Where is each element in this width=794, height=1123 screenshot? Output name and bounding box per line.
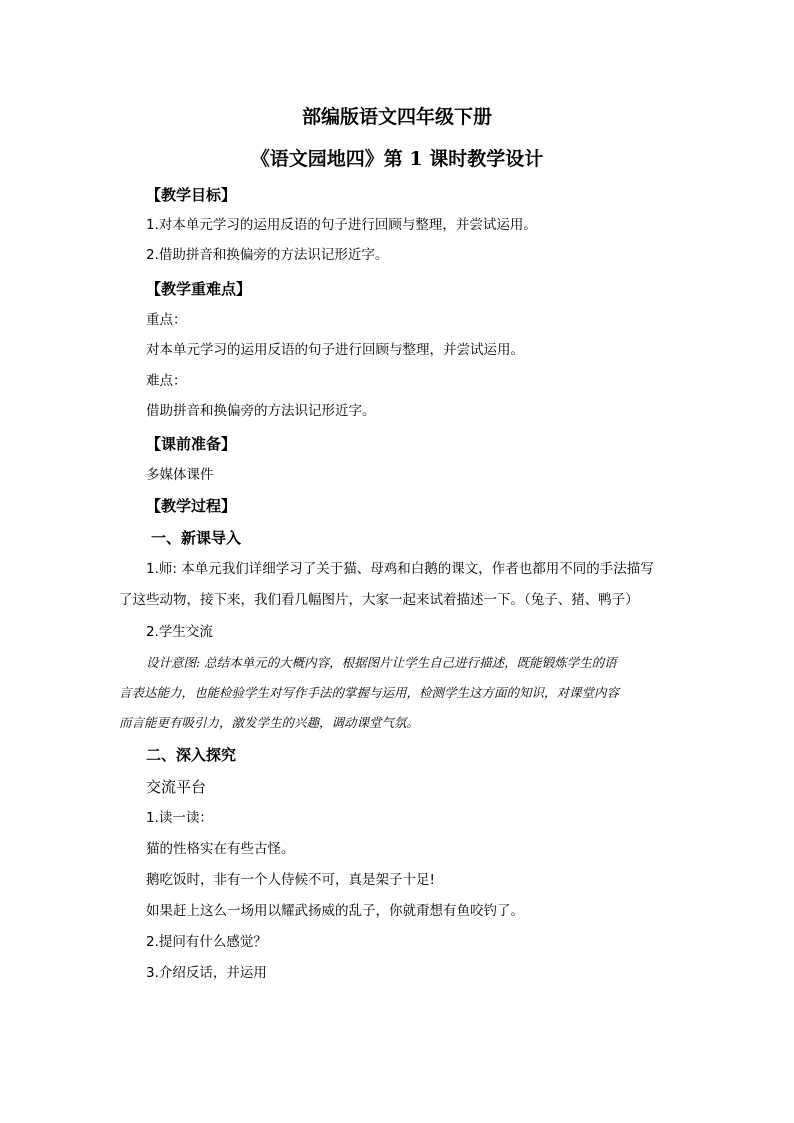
part-1-heading: 一、新课导入	[151, 529, 242, 547]
key-point-text: 对本单元学习的运用反语的句子进行回顾与整理，并尝试运用。	[146, 342, 524, 358]
goal-item-2: 2.借助拼音和换偏旁的方法识记形近字。	[146, 247, 389, 263]
goal-item-1: 1.对本单元学习的运用反语的句子进行回顾与整理，并尝试运用。	[146, 217, 537, 233]
part-2-item-3: 3.介绍反话，并运用	[146, 965, 267, 981]
part-2-item-2: 2.提问有什么感觉？	[146, 934, 267, 950]
section-heading-goals: 【教学目标】	[146, 186, 237, 204]
difficult-point-label: 难点：	[146, 373, 187, 389]
section-heading-process: 【教学过程】	[146, 497, 237, 515]
key-point-label: 重点：	[146, 312, 187, 328]
document-title-line-2: 《语文园地四》第 1 课时教学设计	[250, 148, 544, 170]
part-1-item-1-line-2: 了这些动物，接下来，我们看几幅图片，大家一起来试着描述一下。（兔子、猪、鸭子）	[119, 592, 639, 608]
example-sentence-3: 如果赶上这么一场用以耀武扬威的乱子，你就甭想有鱼咬钓了。	[146, 903, 524, 919]
part-1-item-1-line-1: 1.师: 本单元我们详细学习了关于猫、母鸡和白鹅的课文，作者也都用不同的手法描写	[146, 561, 654, 577]
example-sentence-2: 鹅吃饭时，非有一个人侍候不可，真是架子十足!	[146, 872, 435, 888]
design-intent-line-3: 而言能更有吸引力，激发学生的兴趣，调动课堂气氛。	[119, 715, 420, 730]
section-heading-preparation: 【课前准备】	[146, 435, 237, 453]
design-intent-line-2: 言表达能力，也能检验学生对写作手法的掌握与运用，检测学生这方面的知识，对课堂内容	[119, 685, 620, 700]
part-2-heading: 二、深入探究	[146, 746, 237, 764]
difficult-point-text: 借助拼音和换偏旁的方法识记形近字。	[146, 403, 376, 419]
section-heading-keypoints: 【教学重难点】	[146, 280, 252, 298]
document-title-line-1: 部编版语文四年级下册	[301, 106, 492, 128]
part-1-item-2: 2.学生交流	[146, 624, 213, 640]
part-2-item-1: 1.读一读：	[146, 810, 213, 826]
exchange-platform-subheading: 交流平台	[146, 778, 207, 796]
design-intent-line-1: 设计意图: 总结本单元的大概内容，根据图片让学生自己进行描述，既能锻炼学生的语	[146, 655, 617, 670]
preparation-text: 多媒体课件	[146, 467, 214, 483]
example-sentence-1: 猫的性格实在有些古怪。	[146, 841, 295, 857]
